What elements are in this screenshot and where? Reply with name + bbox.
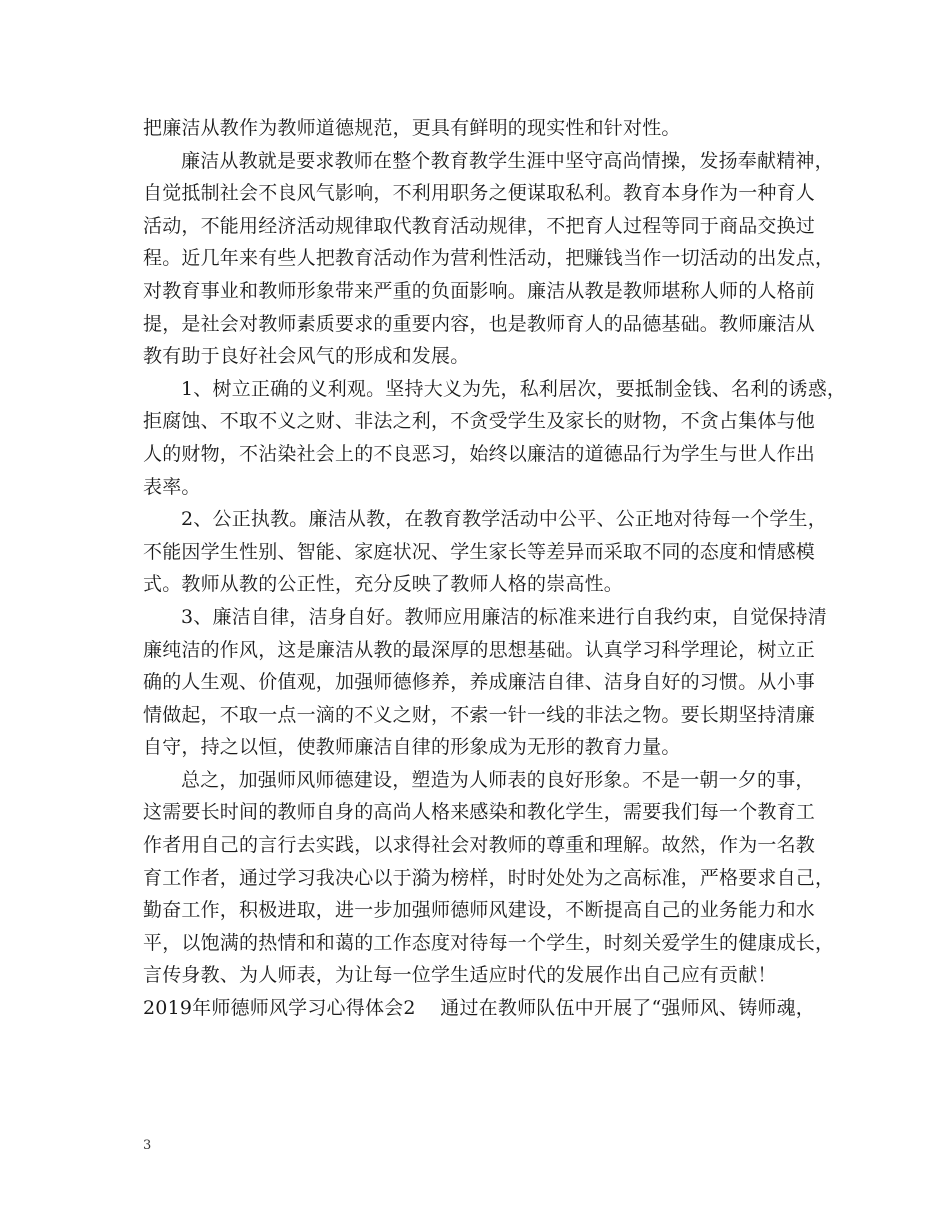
text-line: 言传身教、为人师表，为让每一位学生适应时代的发展作出自己应有贡献！ [143, 964, 777, 987]
text-line: 廉纯洁的作风，这是廉洁从教的最深厚的思想基础。认真学习科学理论，树立正 [143, 638, 816, 661]
section-heading-line [143, 992, 815, 1025]
text-line: 对教育事业和教师形象带来严重的负面影响。廉洁从教是教师堪称人师的人格前 [143, 279, 816, 302]
text-line: 勤奋工作，积极进取，进一步加强师德师风建设，不断提高自己的业务能力和水 [143, 899, 816, 922]
text-line: 程。近几年来有些人把教育活动作为营利性活动，把赚钱当作一切活动的出发点， [143, 247, 835, 270]
paragraph-start-line: 2、公正执教。廉洁从教，在教育教学活动中公平、公正地对待每一个学生， [181, 508, 827, 531]
text-line: 把廉洁从教作为教师道德规范，更具有鲜明的现实性和针对性。 [143, 117, 681, 139]
text-line: 人的财物，不沾染社会上的不良恶习，始终以廉洁的道德品行为学生与世人作出 [143, 442, 816, 465]
section-heading: 2019年师德师风学习心得体会2 [143, 997, 416, 1020]
paragraph-start-line: 总之，加强师风师德建设，塑造为人师表的良好形象。不是一朝一夕的事， [181, 768, 815, 791]
text-line: 确的人生观、价值观，加强师德修养，养成廉洁自律、洁身自好的习惯。从小事 [143, 671, 816, 694]
text-line: 活动，不能用经济活动规律取代教育活动规律，不把育人过程等同于商品交换过 [143, 214, 816, 237]
document-body [143, 112, 847, 1025]
text-line: 表率。 [143, 475, 201, 498]
text-line: 这需要长时间的教师自身的高尚人格来感染和教化学生，需要我们每一个教育工 [143, 801, 816, 824]
page-number: 3 [143, 1138, 152, 1153]
text-line: 式。教师从教的公正性，充分反映了教师人格的崇高性。 [143, 573, 624, 596]
text-line: 情做起，不取一点一滴的不义之财，不索一针一线的非法之物。要长期坚持清廉 [143, 703, 816, 726]
text-line: 育工作者，通过学习我决心以于漪为榜样，时时处处为之高标准，严格要求自己， [143, 866, 835, 889]
text-line: 提，是社会对教师素质要求的重要内容，也是教师育人的品德基础。教师廉洁从 [143, 312, 816, 335]
text-line: 自觉抵制社会不良风气影响，不利用职务之便谋取私利。教育本身作为一种育人 [143, 182, 816, 205]
text-line: 教有助于良好社会风气的形成和发展。 [143, 345, 470, 368]
text-line: 作者用自己的言行去实践，以求得社会对教师的尊重和理解。故然，作为一名教 [143, 834, 816, 857]
section-intro-text: 通过在教师队伍中开展了“强师风、铸师魂， [440, 997, 815, 1020]
text-line: 拒腐蚀、不取不义之财、非法之利，不贪受学生及家长的财物，不贪占集体与他 [143, 410, 816, 433]
paragraph-start-line: 3、廉洁自律，洁身自好。教师应用廉洁的标准来进行自我约束，自觉保持清 [181, 605, 827, 628]
paragraph-start-line: 廉洁从教就是要求教师在整个教育教学生涯中坚守高尚情操，发扬奉献精神， [181, 149, 834, 172]
text-line: 不能因学生性别、智能、家庭状况、学生家长等差异而采取不同的态度和情感模 [143, 540, 816, 563]
text-line: 自守，持之以恒，使教师廉洁自律的形象成为无形的教育力量。 [143, 736, 681, 759]
paragraph-start-line: 1、树立正确的义利观。坚持大义为先，私利居次，要抵制金钱、名利的诱惑， [181, 377, 847, 400]
text-line: 平，以饱满的热情和和蔼的工作态度对待每一个学生，时刻关爱学生的健康成长， [143, 931, 835, 954]
